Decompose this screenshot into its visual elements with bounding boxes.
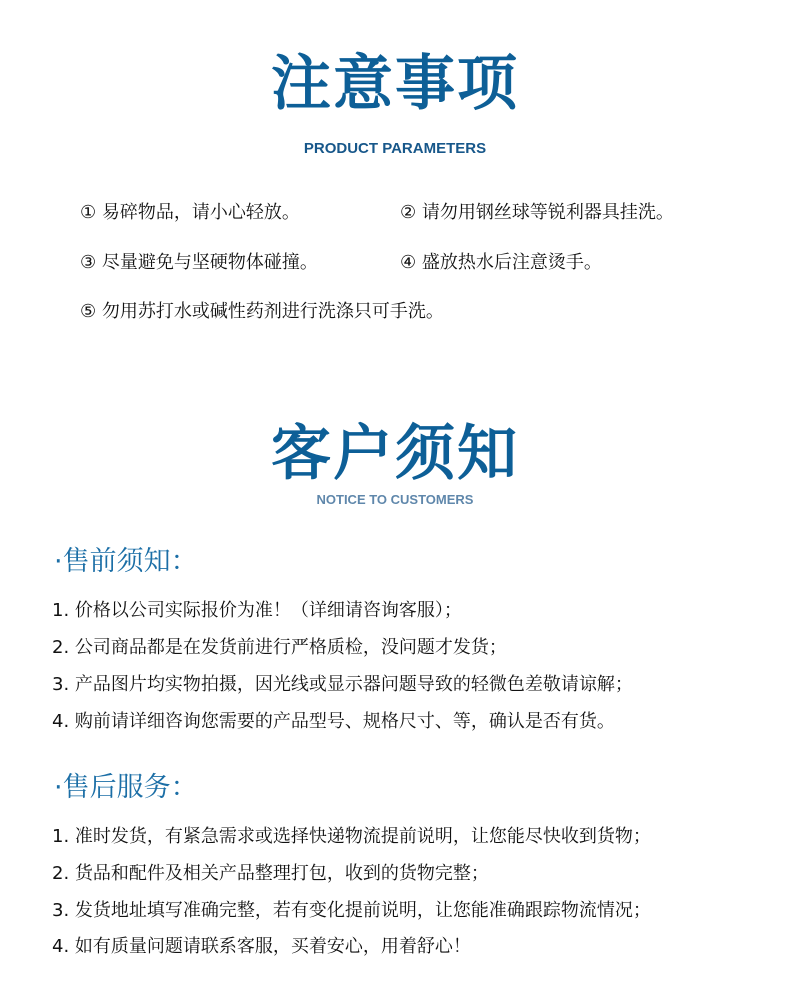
- precaution-item-4: ④ 盛放热水后注意烫手。: [400, 252, 602, 273]
- pre-sale-heading: ·售前须知：: [54, 546, 198, 577]
- pre-sale-item-2: 2. 公司商品都是在发货前进行严格质检，没问题才发货；: [52, 637, 507, 658]
- precaution-item-2: ② 请勿用钢丝球等锐利器具挂洗。: [400, 202, 674, 223]
- after-sale-item-2: 2. 货品和配件及相关产品整理打包，收到的货物完整；: [52, 863, 489, 884]
- after-sale-heading: ·售后服务：: [54, 772, 198, 803]
- after-sale-item-4: 4. 如有质量问题请联系客服，买着安心，用着舒心！: [52, 936, 471, 957]
- after-sale-item-1: 1. 准时发货，有紧急需求或选择快递物流提前说明，让您能尽快收到货物；: [52, 826, 651, 847]
- customer-notice-subtitle: NOTICE TO CUSTOMERS: [316, 492, 474, 507]
- precautions-title: 注意事项: [271, 49, 519, 119]
- pre-sale-item-1: 1. 价格以公司实际报价为准！（详细请咨询客服）；: [52, 600, 462, 621]
- pre-sale-item-3: 3. 产品图片均实物拍摄，因光线或显示器问题导致的轻微色差敬请谅解；: [52, 674, 633, 695]
- precautions-subtitle: PRODUCT PARAMETERS: [303, 140, 487, 157]
- precaution-item-5: ⑤ 勿用苏打水或碱性药剂进行洗涤只可手洗。: [80, 301, 444, 322]
- after-sale-item-3: 3. 发货地址填写准确完整，若有变化提前说明，让您能准确跟踪物流情况；: [52, 900, 651, 921]
- precaution-item-3: ③ 尽量避免与坚硬物体碰撞。: [80, 252, 318, 273]
- precaution-item-1: ① 易碎物品，请小心轻放。: [80, 202, 300, 223]
- customer-notice-title: 客户须知: [271, 419, 519, 489]
- pre-sale-item-4: 4. 购前请详细咨询您需要的产品型号、规格尺寸、等，确认是否有货。: [52, 711, 615, 732]
